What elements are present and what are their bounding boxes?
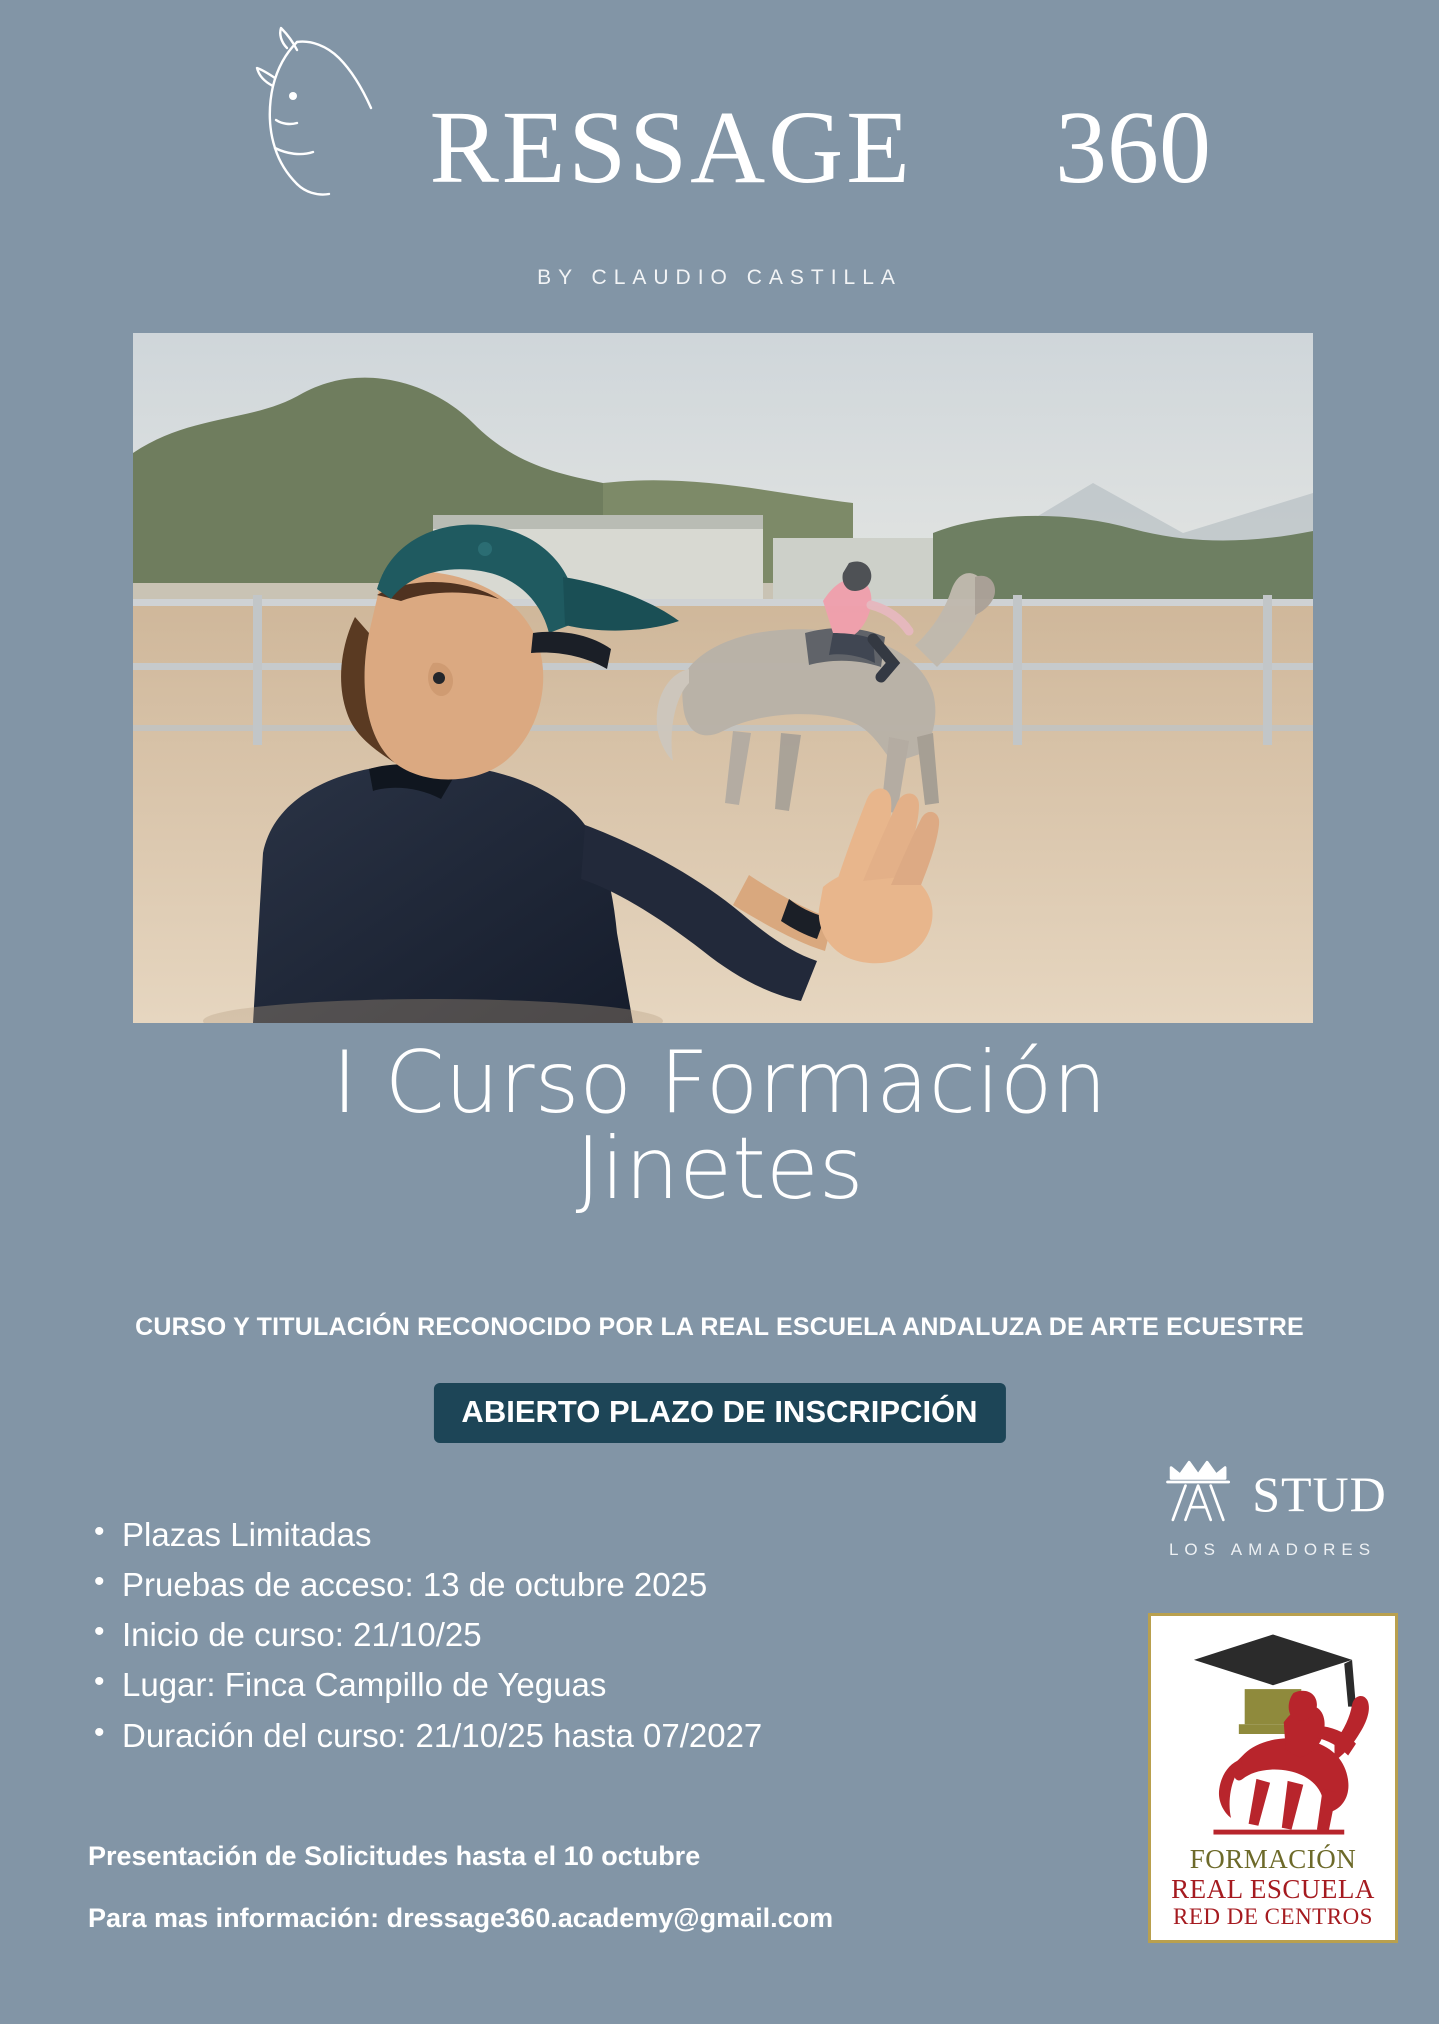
status-badge: ABIERTO PLAZO DE INSCRIPCIÓN (433, 1383, 1005, 1443)
list-item: • Lugar: Finca Campillo de Yeguas (122, 1660, 1122, 1710)
page-title (0, 1033, 1439, 1219)
list-item: • Inicio de curso: 21/10/25 (122, 1610, 1122, 1660)
brand-wordmark: RESSAGE (429, 90, 913, 205)
list-item: • Plazas Limitadas (122, 1510, 1122, 1560)
ree-line-1: FORMACIÓN (1189, 1843, 1357, 1874)
application-deadline: Presentación de Solicitudes hasta el 10 octubre (88, 1841, 701, 1871)
list-item: • Pruebas de acceso: 13 de octubre 2025 (122, 1560, 1122, 1610)
course-details-list (86, 1510, 1122, 1761)
stud-los-amadores-logo (1140, 1455, 1405, 1560)
ree-line-3: RED DE CENTROS (1173, 1904, 1373, 1930)
title-line-1: I Curso Formación (331, 1033, 1107, 1133)
stud-wordmark: STUD (1252, 1465, 1387, 1522)
real-escuela-logo-card (1148, 1613, 1398, 1943)
crown-double-a-icon (1158, 1455, 1240, 1532)
brand-360: 360 (1055, 90, 1211, 205)
training-photo (133, 333, 1313, 1023)
real-escuela-wordmark (1151, 1844, 1395, 1930)
brand-byline: BY CLAUDIO CASTILLA (537, 266, 902, 289)
contact-email-line: Para mas información: dressage360.academy@gmail.com (88, 1903, 834, 1933)
title-line-2: Jinetes (575, 1119, 864, 1219)
page-subtitle: CURSO Y TITULACIÓN RECONOCIDO POR LA REAL ESCUELA ANDALUZA DE ARTE ECUESTRE (135, 1313, 1304, 1341)
ree-line-2: REAL ESCUELA (1171, 1874, 1375, 1905)
list-item: • Duración del curso: 21/10/25 hasta 07/2027 (122, 1711, 1122, 1761)
stud-subtitle: LOS AMADORES (1168, 1540, 1377, 1559)
brand-logo (0, 18, 1439, 289)
